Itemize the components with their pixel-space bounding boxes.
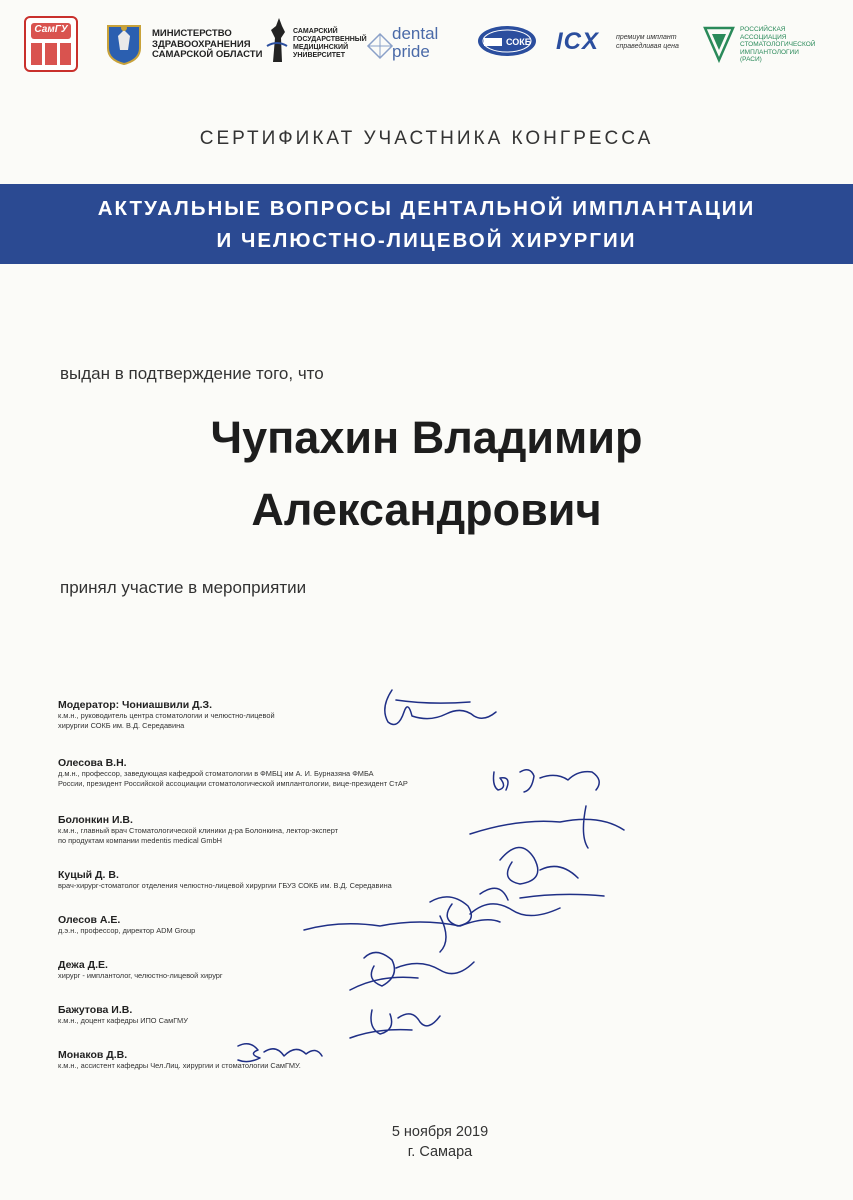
person-name: Куцый Д. В. — [58, 869, 119, 881]
ministry-line-1: МИНИСТЕРСТВО — [152, 28, 232, 39]
rasi-line-1: РОССИЙСКАЯ — [740, 26, 786, 33]
rasi-line-4: ИМПЛАНТОЛОГИИ — [740, 48, 799, 56]
event-date: 5 ноября 2019 — [391, 1124, 489, 1140]
person-desc-line: к.м.н., главный врач Стоматологической клиники д-ра Болонкина, лектор-эксперт — [58, 826, 339, 835]
person-dezha — [58, 959, 223, 981]
certificate-title: СЕРТИФИКАТ УЧАСТНИКА КОНГРЕССА — [199, 128, 654, 149]
signature-moderator — [385, 690, 496, 724]
person-name: Олесова В.Н. — [58, 757, 127, 769]
person-desc-line: к.м.н., ассистент кафедры Чел.Лиц. хирургии и стоматологии СамГМУ. — [58, 1061, 301, 1070]
person-name: Модератор: Чониашвили Д.З. — [58, 699, 213, 711]
person-bazhutova — [58, 1004, 188, 1026]
person-desc-line: России, президент Российской ассоциации стоматологической имплантологии, вице-президент СтАР — [58, 778, 408, 788]
sokb-logo — [476, 24, 538, 58]
person-name: Монаков Д.В. — [58, 1049, 128, 1061]
logo-row — [0, 0, 853, 100]
university-line-2: ГОСУДАРСТВЕННЫЙ — [293, 36, 367, 43]
person-desc-line: по продуктам компании medentis medical GmbH — [58, 835, 223, 845]
person-name: Дежа Д.Е. — [58, 959, 108, 971]
person-desc-line: хирург - имплантолог, челюстно-лицевой хирург — [58, 971, 223, 980]
rasi-tooth-icon — [702, 24, 736, 64]
university-line-1: САМАРСКИЙ — [293, 28, 338, 35]
diamond-icon — [366, 32, 394, 60]
person-monakov — [58, 1049, 301, 1071]
event-banner — [0, 184, 853, 264]
samara-crest-icon — [104, 22, 144, 66]
event-city: г. Самара — [407, 1144, 473, 1160]
recipient-name-line-2: Александрович — [251, 484, 602, 535]
recipient-name-line-1: Чупахин Владимир — [210, 412, 643, 463]
ministry-line-3: САМАРСКОЙ ОБЛАСТИ — [152, 49, 263, 60]
samgu-logo-text: СамГУ — [34, 24, 68, 35]
sokb-emblem-icon — [476, 24, 538, 58]
ministry-logo — [104, 22, 264, 66]
person-name: Болонкин И.В. — [58, 814, 133, 826]
rasi-logo — [702, 22, 832, 66]
event-title-line-2: И ЧЕЛЮСТНО-ЛИЦЕВОЙ ХИРУРГИИ — [216, 229, 637, 252]
person-moderator — [58, 699, 275, 730]
icx-mark: ICX — [556, 28, 600, 55]
participation-text: принял участие в мероприятии — [60, 578, 307, 597]
signature-bazhutova — [350, 1010, 440, 1038]
icx-logo — [556, 28, 706, 58]
person-desc-line: врач-хирург-стоматолог отделения челюстно-лицевой хирургии ГБУЗ СОКБ им. В.Д. Середавина — [58, 881, 392, 890]
icx-tagline-1: премиум имплант — [616, 34, 677, 41]
rasi-line-5: (РАСИ) — [740, 56, 762, 63]
university-line-3: МЕДИЦИНСКИЙ — [293, 44, 349, 51]
person-name: Бажутова И.В. — [58, 1004, 133, 1016]
samgu-logo — [24, 16, 78, 72]
person-bolonkin — [58, 814, 338, 845]
rasi-line-3: СТОМАТОЛОГИЧЕСКОЙ — [740, 41, 816, 48]
signature-dezha — [350, 952, 474, 990]
university-emblem-icon — [263, 16, 291, 64]
person-desc-line: д.м.н., профессор, заведующая кафедрой стоматологии в ФМБЦ им А. И. Бурназяна ФМБА — [58, 769, 374, 778]
person-desc-line: к.м.н., руководитель центра стоматологии и челюстно-лицевой — [58, 711, 275, 720]
person-desc-line: к.м.н., доцент кафедры ИПО СамГМУ — [58, 1016, 188, 1025]
signature-olesov — [304, 916, 500, 952]
person-olesov — [58, 914, 195, 936]
dental-pride-logo — [366, 24, 456, 68]
ministry-line-2: ЗДРАВООХРАНЕНИЯ — [152, 38, 251, 50]
sokb-text: СОКБ — [506, 37, 532, 47]
event-title-line-1: АКТУАЛЬНЫЕ ВОПРОСЫ ДЕНТАЛЬНОЙ ИМПЛАНТАЦИИ — [97, 197, 756, 220]
person-desc-line: д.э.н., профессор, директор ADM Group — [58, 926, 196, 935]
person-desc-line: хирургии СОКБ им. В.Д. Середавина — [58, 720, 185, 730]
pride-word: pride — [392, 42, 430, 61]
issued-text: выдан в подтверждение того, что — [60, 364, 324, 383]
person-olesova — [58, 757, 408, 788]
person-kutsy — [58, 869, 392, 891]
signature-olesova — [494, 770, 600, 792]
icx-tagline-2: справедливая цена — [616, 43, 679, 50]
rasi-line-2: АССОЦИАЦИЯ — [740, 33, 787, 41]
university-line-4: УНИВЕРСИТЕТ — [293, 52, 345, 59]
university-logo — [263, 16, 367, 66]
dental-word: dental — [392, 24, 439, 43]
person-name: Олесов А.Е. — [58, 914, 121, 926]
signature-bolonkin — [470, 806, 624, 884]
signature-kutsy — [430, 888, 604, 926]
